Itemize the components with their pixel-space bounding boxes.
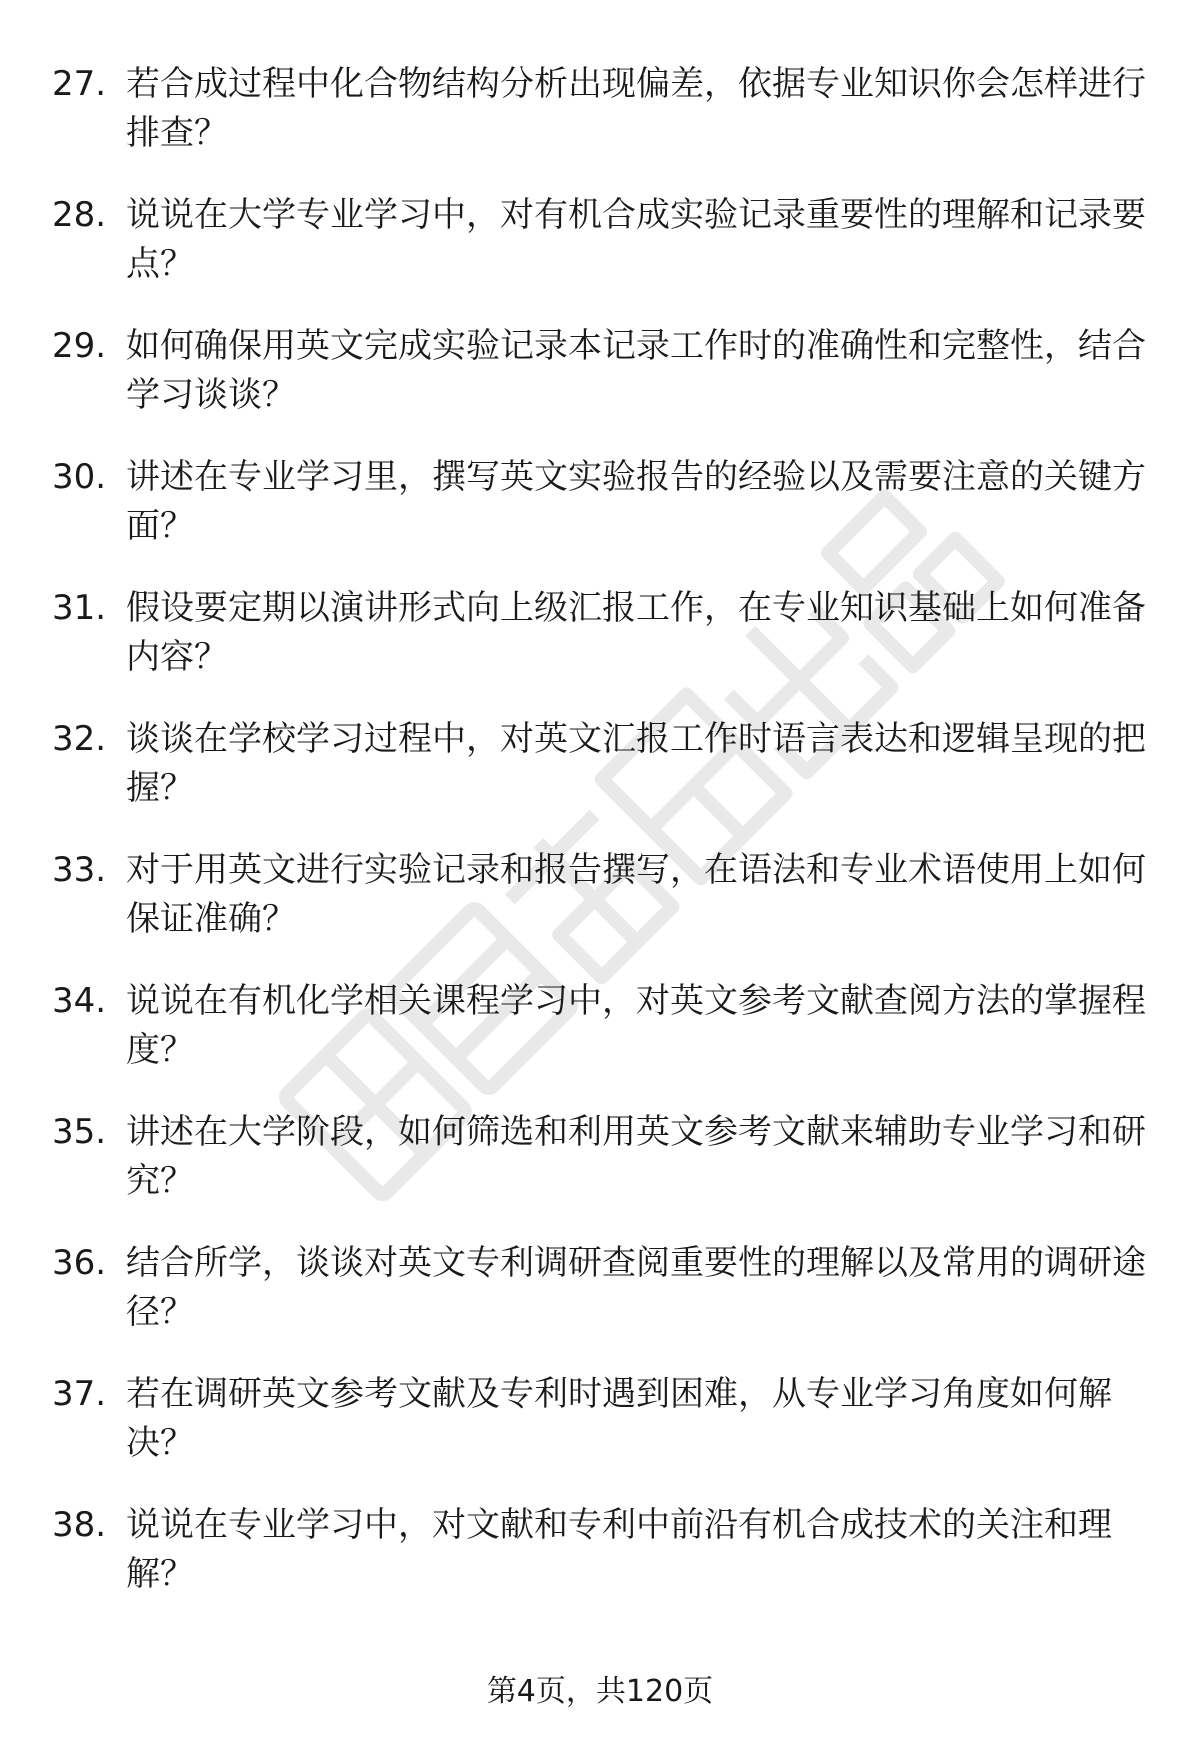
question-item — [0, 1501, 1200, 1632]
question-item — [0, 1370, 1200, 1501]
question-item — [0, 453, 1200, 584]
question-text: 讲述在专业学习里，撰写英文实验报告的经验以及需要注意的关键方面？ — [126, 457, 1146, 546]
question-number: 38. — [52, 1505, 107, 1545]
question-text: 结合所学，谈谈对英文专利调研查阅重要性的理解以及常用的调研途径？ — [126, 1243, 1146, 1332]
question-number: 28. — [52, 195, 107, 235]
question-item — [0, 715, 1200, 846]
question-number: 29. — [52, 326, 107, 366]
question-text: 如何确保用英文完成实验记录本记录工作时的准确性和完整性，结合学习谈谈？ — [126, 326, 1146, 415]
question-text: 假设要定期以演讲形式向上级汇报工作，在专业知识基础上如何准备内容？ — [126, 588, 1146, 677]
question-text: 讲述在大学阶段，如何筛选和利用英文参考文献来辅助专业学习和研究？ — [126, 1112, 1146, 1201]
question-item — [0, 1108, 1200, 1239]
question-number: 35. — [52, 1112, 107, 1152]
question-text: 若合成过程中化合物结构分析出现偏差，依据专业知识你会怎样进行排查？ — [126, 64, 1146, 153]
question-list — [0, 60, 1200, 1632]
question-text: 说说在有机化学相关课程学习中，对英文参考文献查阅方法的掌握程度？ — [126, 981, 1146, 1070]
page-indicator: 第4页，共120页 — [486, 1674, 714, 1709]
question-item — [0, 584, 1200, 715]
question-number: 30. — [52, 457, 107, 497]
question-text: 若在调研英文参考文献及专利时遇到困难，从专业学习角度如何解决？ — [126, 1374, 1112, 1463]
question-text: 谈谈在学校学习过程中，对英文汇报工作时语言表达和逻辑呈现的把握？ — [126, 719, 1146, 808]
question-number: 27. — [52, 64, 107, 104]
question-number: 36. — [52, 1243, 107, 1283]
question-item — [0, 1239, 1200, 1370]
question-item — [0, 191, 1200, 322]
question-text: 说说在大学专业学习中，对有机合成实验记录重要性的理解和记录要点？ — [126, 195, 1146, 284]
question-number: 32. — [52, 719, 107, 759]
question-item — [0, 60, 1200, 191]
question-number: 37. — [52, 1374, 107, 1414]
question-text: 说说在专业学习中，对文献和专利中前沿有机合成技术的关注和理解？ — [126, 1505, 1112, 1594]
question-number: 34. — [52, 981, 107, 1021]
question-item — [0, 846, 1200, 977]
question-number: 33. — [52, 850, 107, 890]
question-item — [0, 322, 1200, 453]
question-item — [0, 977, 1200, 1108]
question-number: 31. — [52, 588, 107, 628]
question-text: 对于用英文进行实验记录和报告撰写，在语法和专业术语使用上如何保证准确？ — [126, 850, 1146, 939]
